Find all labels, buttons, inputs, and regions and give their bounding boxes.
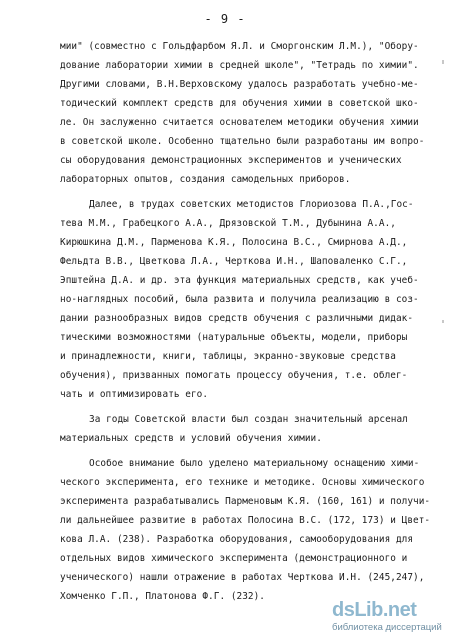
text-line: Эпштейна Д.А. и др. эта функция материальных средств, как учеб- <box>60 275 419 286</box>
text-line: Фельдта В.В., Цветкова Л.А., Черткова И.Н., Шаповаленко С.Г., <box>60 256 408 267</box>
text-line: тическими возможностями (натуральные объекты, модели, приборы <box>60 332 408 343</box>
watermark-brand: dsLib.net <box>332 599 417 621</box>
text-line: обучения), призванных помогать процессу обучения, т.е. облег- <box>60 370 408 381</box>
watermark <box>332 600 442 633</box>
text-line: эксперимента разрабатывались Парменовым К.Я. (160, 161) и получи- <box>60 496 431 507</box>
text-line: тодический комплект средств для обучения химии в советской шко- <box>60 98 419 109</box>
text-line: Хомченко Г.П., Платонова Ф.Г. (232). <box>60 591 265 602</box>
text-line: За годы Советской власти был создан значительный арсенал <box>89 414 408 425</box>
text-line: ли дальнейшее развитие в работах Полосина В.С. (172, 173) и Цвет- <box>60 515 431 526</box>
scan-mark <box>442 320 444 323</box>
text-line: лабораторных опытов, создания самодельных приборов. <box>60 174 351 185</box>
text-line: ческого эксперимента, его технике и методике. Основы химического <box>60 477 425 488</box>
page-number: - 9 - <box>204 12 246 26</box>
text-line: дование лаборатории химии в средней школе", "Тетрадь по химии". <box>60 60 419 71</box>
text-line: в советской школе. Особенно тщательно были разработаны им вопро- <box>60 136 425 147</box>
scan-mark <box>442 60 444 64</box>
watermark-subtitle: библиотека диссертаций <box>332 622 442 633</box>
text-line: но-наглядных пособий, была развита и получила реализацию в соз- <box>60 294 419 305</box>
text-line: тева М.М., Грабецкого А.А., Дрязовской Т.М., Дубынина А.А., <box>60 218 396 229</box>
text-line: Кирюшкина Д.М., Парменова К.Я., Полосина В.С., Смирнова А.Д., <box>60 237 408 248</box>
text-line: Особое внимание было уделено материальному оснащению хими- <box>89 458 420 469</box>
text-line: дании разнообразных видов средств обучения с различными дидак- <box>60 313 414 324</box>
text-line: и принадлежности, книги, таблицы, экранно-звуковые средства <box>60 351 396 362</box>
text-line: материальных средств и условий обучения химии. <box>60 433 322 444</box>
text-line: отдельных видов химического эксперимента (демонстрационного и <box>60 553 408 564</box>
text-line: ученического) нашли отражение в работах Черткова И.Н. (245,247), <box>60 572 425 583</box>
text-line: кова Л.А. (238). Разработка оборудования, самооборудования для <box>60 534 414 545</box>
text-line: Другими словами, В.Н.Верховскому удалось разработать учебно-ме- <box>60 79 419 90</box>
text-line: мии" (совместно с Гольдфарбом Я.Л. и Сморгонским Л.М.), "Обору- <box>60 41 419 52</box>
text-line: чать и оптимизировать его. <box>60 389 209 400</box>
text-line: сы оборудования демонстрационных экспериментов и ученических <box>60 155 402 166</box>
text-line: Далее, в трудах советских методистов Глориозова П.А.,Гос- <box>89 199 414 210</box>
text-line: ле. Он заслуженно считается основателем методики обучения химии <box>60 117 419 128</box>
